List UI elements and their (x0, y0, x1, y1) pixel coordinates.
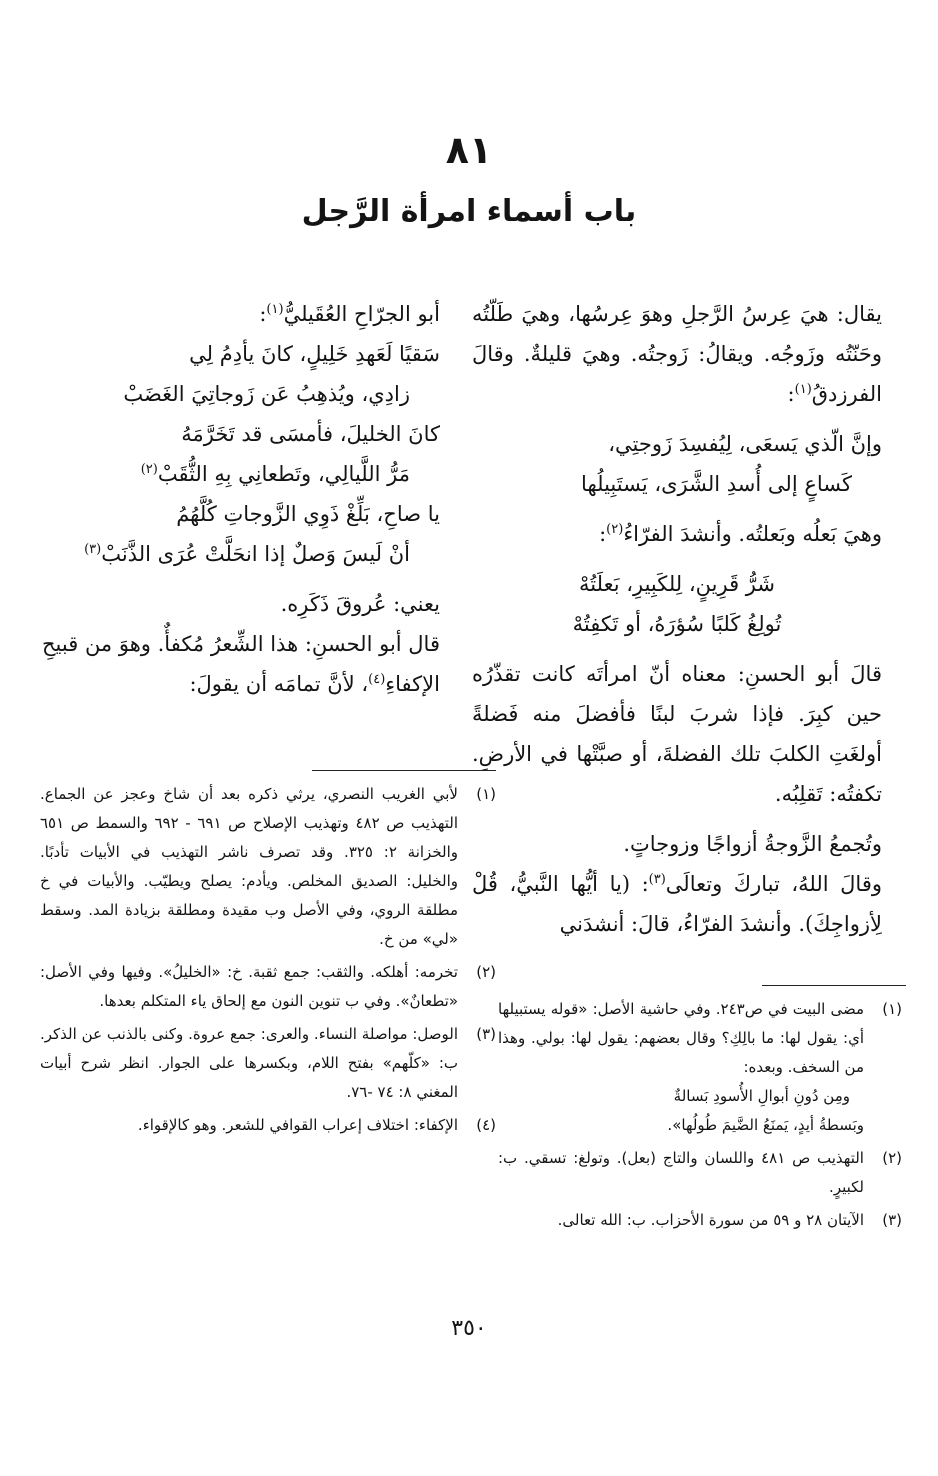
footnote-body (498, 995, 864, 1140)
footnote (40, 780, 496, 954)
paragraph-commentary: قالَ أبو الحسنِ: معناه أنّ امرأتَه كانت تقذّرُه حين كبِرَ. فإذا شربَ لبنًا فأفضلَ منه فَضلةً أولغَتِ الكلبَ تلك الفضلةَ، أو صبَّتْها في الأرضِ. تكفتُه: تَقلِبُه. (472, 662, 882, 806)
paragraph-intro (42, 294, 440, 334)
footnote-divider (762, 985, 906, 986)
paragraph-text: وهيَ بَعلُه وبَعلتُه. وأنشدَ الفرّاءُ (623, 522, 882, 546)
footnote-number: (٤) (476, 1116, 496, 1134)
verse-line: تُولِغُ كَلبًا سُؤرَهُ، أو تَكفِتُهْ (572, 612, 782, 636)
footnote (498, 1144, 902, 1202)
footnote-number: (١) (882, 1000, 902, 1018)
footnote-text: الآيتان ٢٨ و ٥٩ من سورة الأحزاب. ب: الله تعالى. (557, 1211, 864, 1229)
paragraph-commentary (42, 624, 440, 704)
footnotes-left (40, 780, 496, 1144)
footnotes-right (498, 995, 902, 1239)
footnote (498, 995, 902, 1140)
page-number: ٣٥٠ (451, 1316, 487, 1341)
footnote-number: (٢) (476, 963, 496, 981)
footnote-text: مضى البيت في ص٢٤٣. وفي حاشية الأصل: «قوله يستبيلها أي: يقول لها: ما بالِكِ؟ وقال بعضهم: يقول لها: بولي. وهذا من السخف. وبعده: (498, 1000, 864, 1076)
footnote-ref: (٣) (84, 542, 102, 557)
footnote-text: التهذيب ص ٤٨١ واللسان والتاج (بعل). وتولغ: تسقي. ب: لكبيرٍ. (498, 1149, 864, 1196)
footnote-number: (١) (476, 785, 496, 803)
verse-line: زادِي، ويُذهِبُ عَن زَوجاتِيَ الغَضَبْ (123, 382, 410, 406)
footnote-ref: (٢) (140, 462, 158, 477)
paragraph-text: : (يا أيُّها النَّبيُّ، قُلْ لِأزواجِكَ). وأنشدَ الفرّاءُ، قالَ: أنشدَني (472, 872, 882, 936)
left-column (42, 294, 440, 704)
verse-line: سَقيًا لَعَهدِ خَلِيلٍ، كانَ يأدِمُ لِي (189, 342, 440, 366)
verse-line: شَرُّ قَرِينٍ، لِلكَبِيرِ، بَعلَتُهْ (579, 572, 775, 596)
footnote-verse: وبَسطةُ أيدٍ، يَمنَعُ الضَّيمَ طُولُها». (667, 1116, 864, 1134)
footnote-ref: (١) (266, 302, 284, 317)
footnote (40, 1111, 496, 1140)
footnote-ref: (١) (794, 382, 812, 397)
paragraph-text: يقال: هيَ عِرسُ الرَّجلِ وهوَ عِرسُها، وهيَ طَلّتُه وحَنّتُه وزَوجُه. ويقالُ: زَوجتُه. وهيَ قليلةٌ. وقالَ الفرزدقُ (472, 302, 882, 406)
footnote-number: (٢) (882, 1149, 902, 1167)
footnote (498, 1206, 902, 1235)
paragraph-text: قال أبو الحسنِ: هذا الشِّعرُ مُكفأٌ. وهوَ من قبيحِ الإكفاءِ (42, 632, 440, 696)
footnote-number: (٣) (882, 1211, 902, 1229)
footnote (40, 958, 496, 1016)
footnote-text: الإكفاء: اختلاف إعراب القوافي للشعر. وهو كالإقواء. (137, 1116, 458, 1134)
paragraph-intro (472, 294, 882, 414)
footnote-divider (312, 770, 496, 771)
footnote-ref: (٤) (368, 672, 386, 687)
verse-text: أنْ لَيسَ وَصلٌ إذا انحَلَّتْ عُرَى الذَّنَبْ (101, 542, 410, 566)
verse-line: يا صاحِ، بَلِّغْ ذَوِي الزَّوجاتِ كُلَّهُمُ (176, 502, 440, 526)
paragraph-text: ، لأنَّ تمامَه أن يقولَ: (189, 672, 369, 696)
verse-line (42, 534, 440, 574)
footnote-text: الوصل: مواصلة النساء. والعرى: جمع عروة. وكنى بالذنب عن الذكر. ب: «كلّهم» بفتح اللام، وبكسرها على الجوار. انظر شرح أبيات المغني ٨: ٧٤ -٧٦. (40, 1025, 458, 1101)
footnote-text: لأبي الغريب النصري، يرثي ذكره بعد أن شاخ وعجز عن الجماع. التهذيب ص ٤٨٢ وتهذيب الإصلاح ص ٦٩١ - ٦٩٢ والسمط ص ٦٥١ والخزانة ٢: ٣٢٥. وقد تصرف ناشر التهذيب في الأبيات تأدبًا. والخليل: الصديق المخلص. ويأدم: يصلح ويطيّب. والأبيات في خ مطلقة الروي، وفي الأصل وب مقيدة ومطلقة بزيادة المد. وسقط «لي» من خ. (40, 785, 458, 948)
footnote-text: تخرمه: أهلكه. والثقب: جمع ثقبة. خ: «الخليلُ». وفيها وفي الأصل: «تطعانٌ». وفي ب تنوين النون مع إلحاق ياء المتكلم بعدها. (40, 963, 458, 1010)
verse-line: كَساعٍ إلى أُسدِ الشَّرَى، يَستَبِيلُها (581, 472, 852, 496)
paragraph-text: وقالَ اللهُ، تباركَ وتعالَى (665, 872, 882, 896)
footnote (40, 1020, 496, 1107)
footnote-ref: (٢) (606, 522, 624, 537)
paragraph (472, 864, 882, 944)
right-column (472, 294, 882, 944)
chapter-number: ٨١ (445, 128, 493, 172)
paragraph (472, 514, 882, 554)
paragraph: وتُجمعُ الزَّوجةُ أزواجًا وزوجاتٍ. (623, 832, 882, 856)
verse-line: وإنَّ الّذي يَسعَى، لِيُفسِدَ زَوجتِي، (608, 432, 882, 456)
paragraph-note: يعني: عُروقَ ذَكَرِه. (280, 592, 440, 616)
punctuation: : (599, 522, 607, 546)
verse-line: كانَ الخليلَ، فأمسَى قد تَخَرَّمَهُ (181, 422, 440, 446)
footnote-number: (٣) (476, 1025, 496, 1043)
verse-text: مَرُّ اللَّيالِي، وتَطعانِي بِهِ الثُّقَبْ (157, 462, 410, 486)
verse-line (42, 454, 440, 494)
paragraph-text: أبو الجرّاحِ العُقَيليُّ (283, 302, 440, 326)
punctuation: : (259, 302, 267, 326)
footnote-ref: (٣) (648, 872, 666, 887)
punctuation: : (787, 382, 795, 406)
footnote-verse: ومِن دُونِ أبوالِ الأُسودِ بَسالةٌ (673, 1087, 850, 1105)
chapter-title: باب أسماء امرأة الرَّجل (301, 194, 637, 229)
